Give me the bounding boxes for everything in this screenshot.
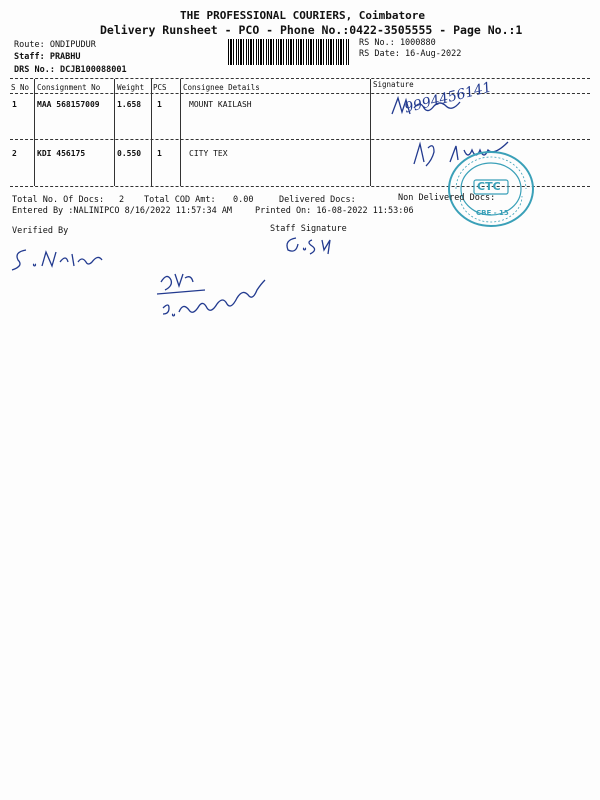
- row2-weight: 0.550: [117, 149, 142, 158]
- total-cod-label: Total COD Amt:: [144, 195, 216, 205]
- entered-by: Entered By :NALINIPCO 8/16/2022 11:57:34 AM: [12, 206, 233, 216]
- barcode: [228, 39, 350, 65]
- delivered-docs-label: Delivered Docs:: [279, 195, 356, 205]
- col-header-consignee: Consignee Details: [183, 83, 260, 92]
- row1-consignee: MOUNT KAILASH: [189, 100, 252, 109]
- total-docs-label: Total No. Of Docs:: [12, 195, 105, 205]
- runsheet-title: Delivery Runsheet - PCO - Phone No.:0422-3505555 - Page No.:1: [100, 23, 523, 37]
- handwritten-annotation: [155, 268, 290, 326]
- col-header-sno: S No: [11, 83, 30, 92]
- stamp-subtext: CBE - 15: [476, 209, 509, 217]
- total-docs-value: 2: [119, 195, 125, 205]
- table-header-line: [10, 93, 590, 94]
- non-delivered-docs-label: Non Delivered Docs:: [398, 193, 496, 203]
- col-header-consignment: Consignment No: [37, 83, 101, 92]
- col-header-pcs: PCS: [153, 83, 167, 92]
- total-cod-value: 0.00: [233, 195, 254, 205]
- row1-sno: 1: [12, 100, 17, 109]
- row2-consignment: KDI 456175: [37, 149, 86, 158]
- col-divider: [180, 79, 181, 186]
- verified-by-label: Verified By: [12, 226, 69, 236]
- row1-consignment: MAA 568157009: [37, 100, 100, 109]
- row2-pcs: 1: [157, 149, 162, 158]
- col-header-weight: Weight: [117, 83, 145, 92]
- col-divider: [151, 79, 152, 186]
- col-divider: [370, 79, 371, 186]
- staff-signature-label: Staff Signature: [270, 224, 347, 234]
- row2-sno: 2: [12, 149, 17, 158]
- table-top-line: [10, 78, 590, 79]
- verifier-signature: [12, 244, 107, 272]
- staff-signature: [284, 232, 354, 256]
- col-divider: [34, 79, 35, 186]
- rs-date: RS Date: 16-Aug-2022: [359, 49, 462, 59]
- col-divider: [114, 79, 115, 186]
- rs-no: RS No.: 1000880: [359, 38, 436, 48]
- route-label: Route: ONDIPUDUR: [14, 40, 96, 50]
- drs-label: DRS No.: DCJB100088001: [14, 65, 127, 75]
- company-stamp: [446, 150, 536, 228]
- col-header-signature: Signature: [373, 80, 414, 89]
- row1-pcs: 1: [157, 100, 162, 109]
- row2-consignee: CITY TEX: [189, 149, 228, 158]
- company-title: THE PROFESSIONAL COURIERS, Coimbatore: [180, 9, 426, 22]
- stamp-text: CTC: [477, 180, 501, 193]
- printed-on: Printed On: 16-08-2022 11:53:06: [255, 206, 414, 216]
- row1-phone-handwritten: 9994456141: [403, 79, 494, 117]
- row1-weight: 1.658: [117, 100, 142, 109]
- staff-label: Staff: PRABHU: [14, 52, 81, 62]
